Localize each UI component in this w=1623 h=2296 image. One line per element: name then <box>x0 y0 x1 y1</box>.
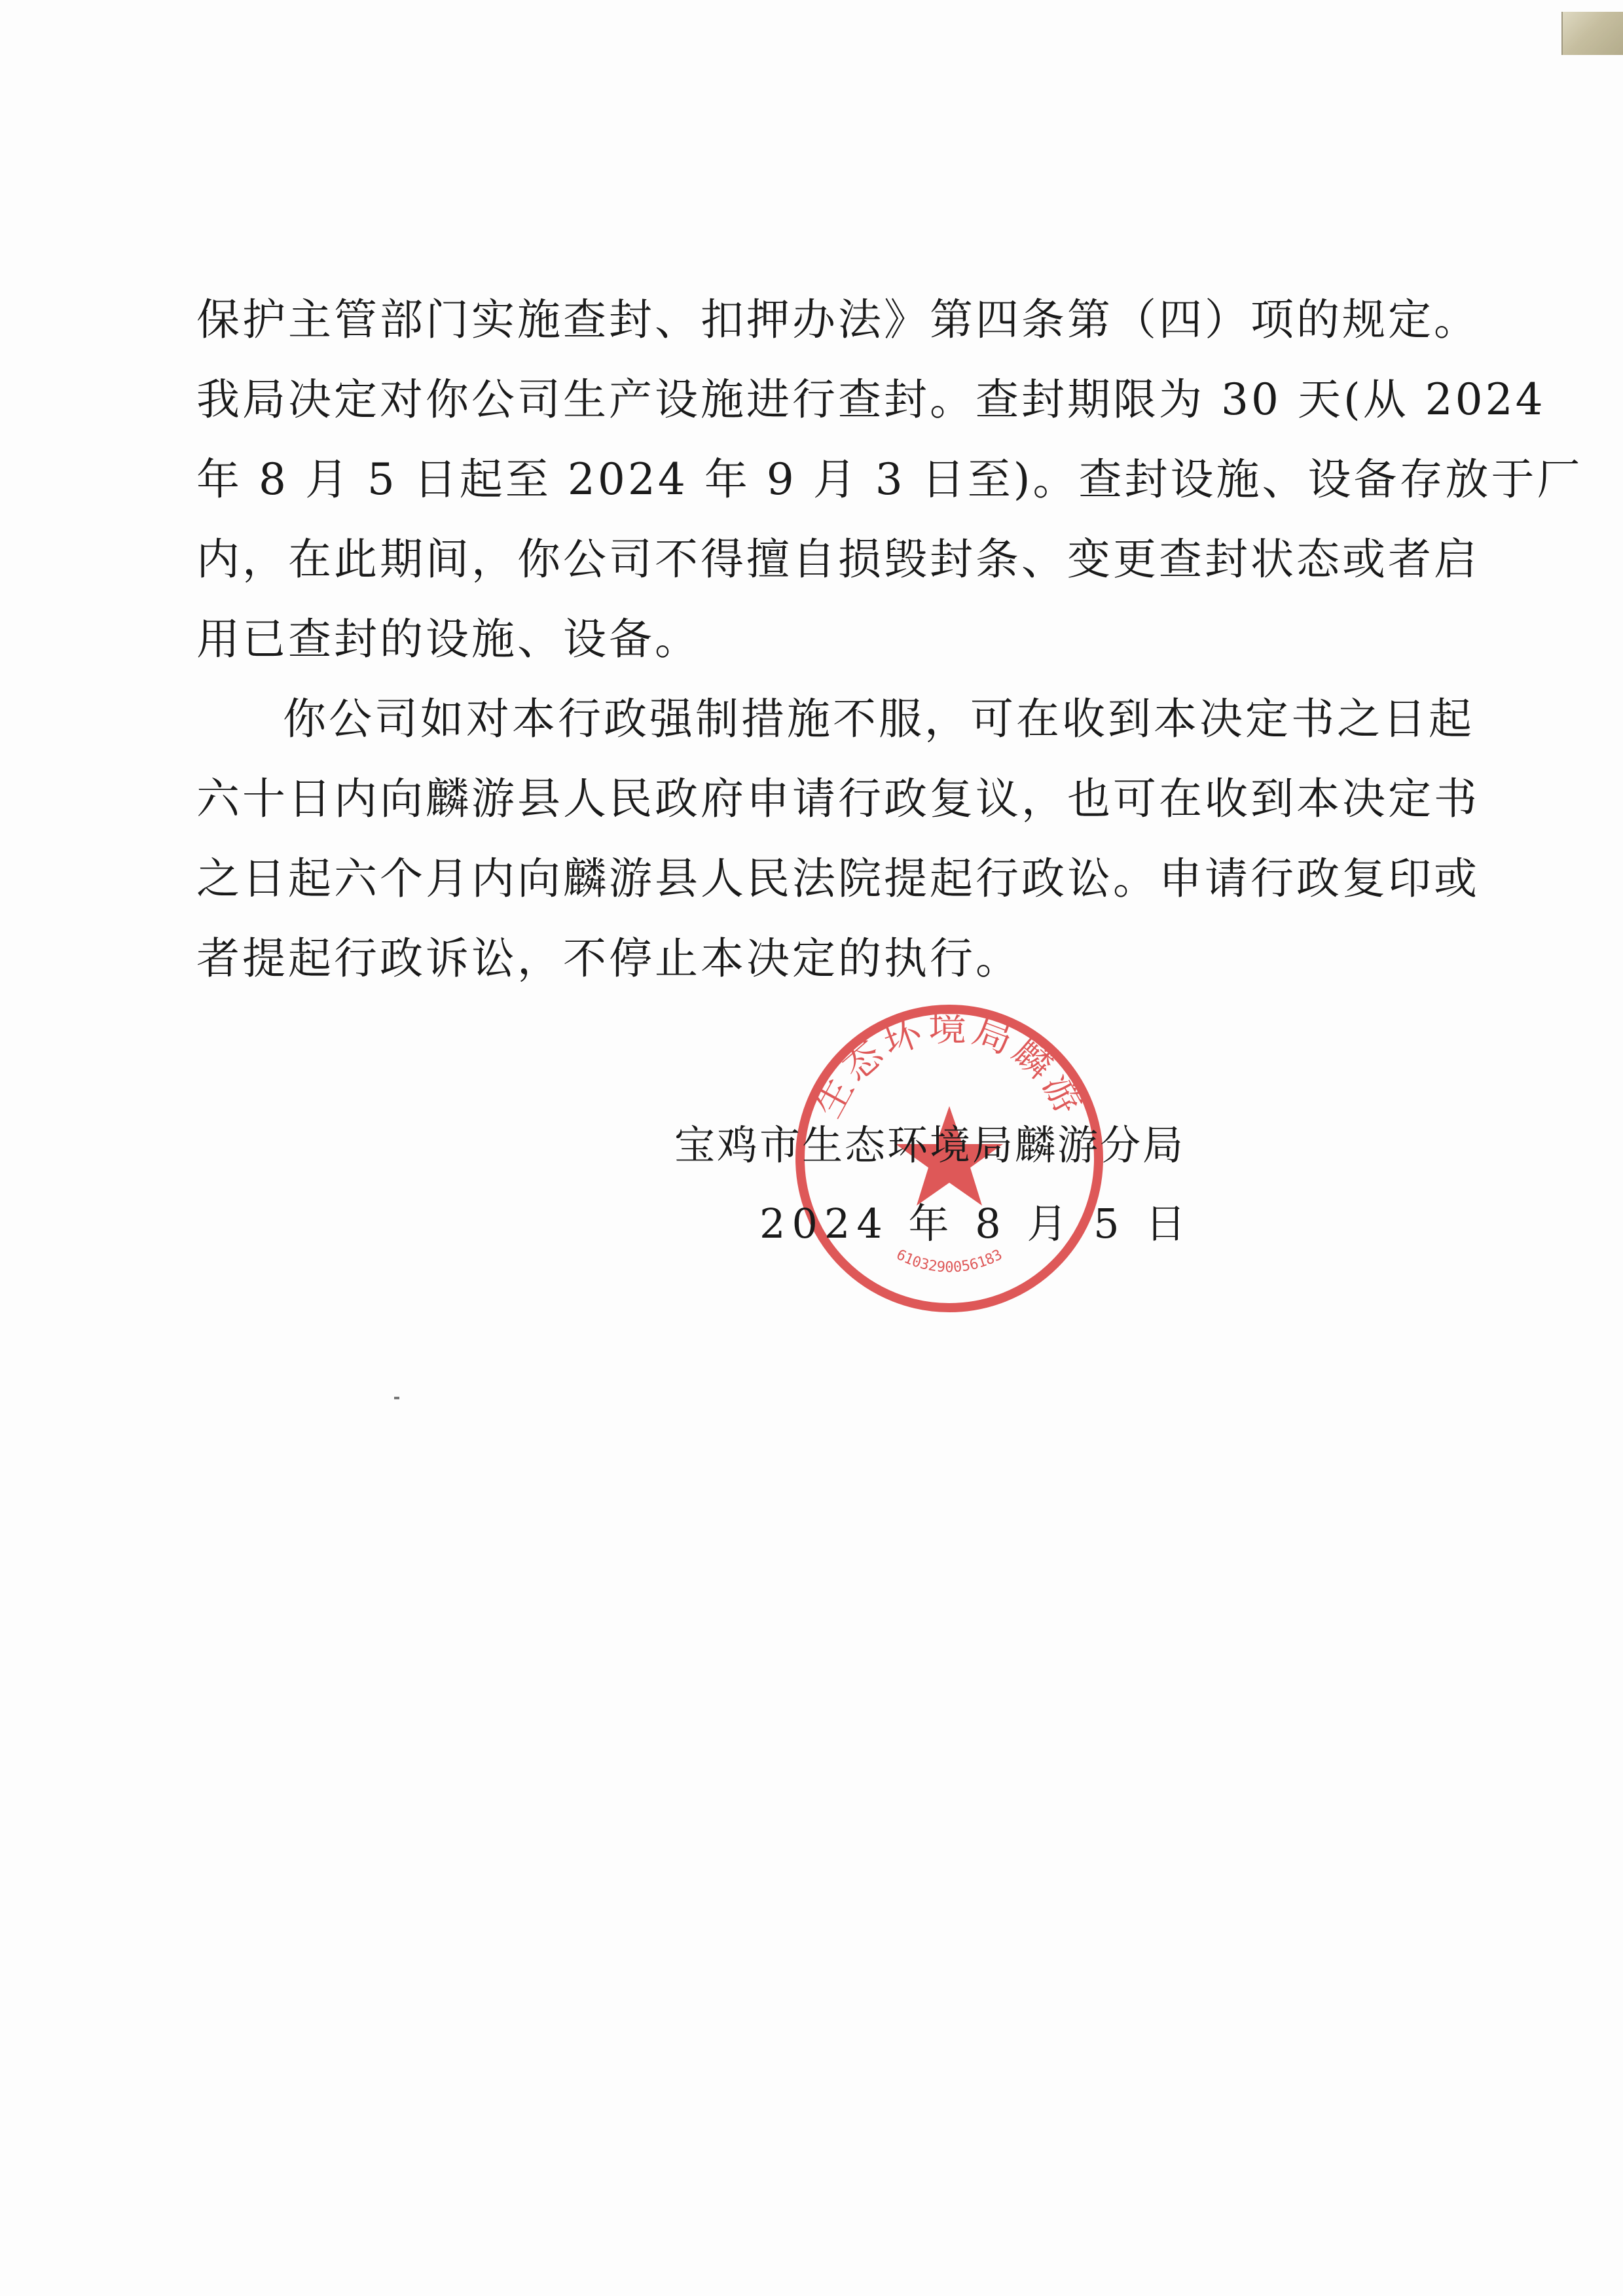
decision-body <box>196 280 1583 999</box>
issuing-authority: 宝鸡市生态环境局麟游分局 <box>674 1121 1186 1169</box>
appeal-line: 六十日内向麟游县人民政府申请行政复议，也可在收到本决定书 <box>196 774 1480 824</box>
signature-block <box>674 1106 1211 1263</box>
body-line: 年 8 月 5 日起至 2024 年 9 月 3 日至)。查封设施、设备存放于厂 <box>196 454 1583 505</box>
seal-top-text: 生态环境局麟游 <box>805 1005 1094 1124</box>
appeal-line: 你公司如对本行政强制措施不服，可在收到本决定书之日起 <box>283 694 1474 744</box>
appeal-line: 者提起行政诉讼，不停止本决定的执行。 <box>196 933 1021 984</box>
appeal-line: 之日起六个月内向麟游县人民法院提起行政讼。申请行政复印或 <box>196 853 1480 904</box>
body-line: 用已查封的设施、设备。 <box>196 614 701 664</box>
body-line: 我局决定对你公司生产设施进行查封。查封期限为 30 天(从 2024 <box>196 374 1546 425</box>
seal-number-text: 6103290056183 <box>893 1246 1006 1276</box>
body-line: 保护主管部门实施查封、扣押办法》第四条第（四）项的规定。 <box>196 295 1480 345</box>
issue-date: 2024 年 8 月 5 日 <box>759 1200 1193 1247</box>
scan-corner-mark <box>1561 12 1623 55</box>
body-line: 内，在此期间，你公司不得擅自损毁封条、变更查封状态或者启 <box>196 534 1480 584</box>
scan-speck <box>394 1397 399 1399</box>
